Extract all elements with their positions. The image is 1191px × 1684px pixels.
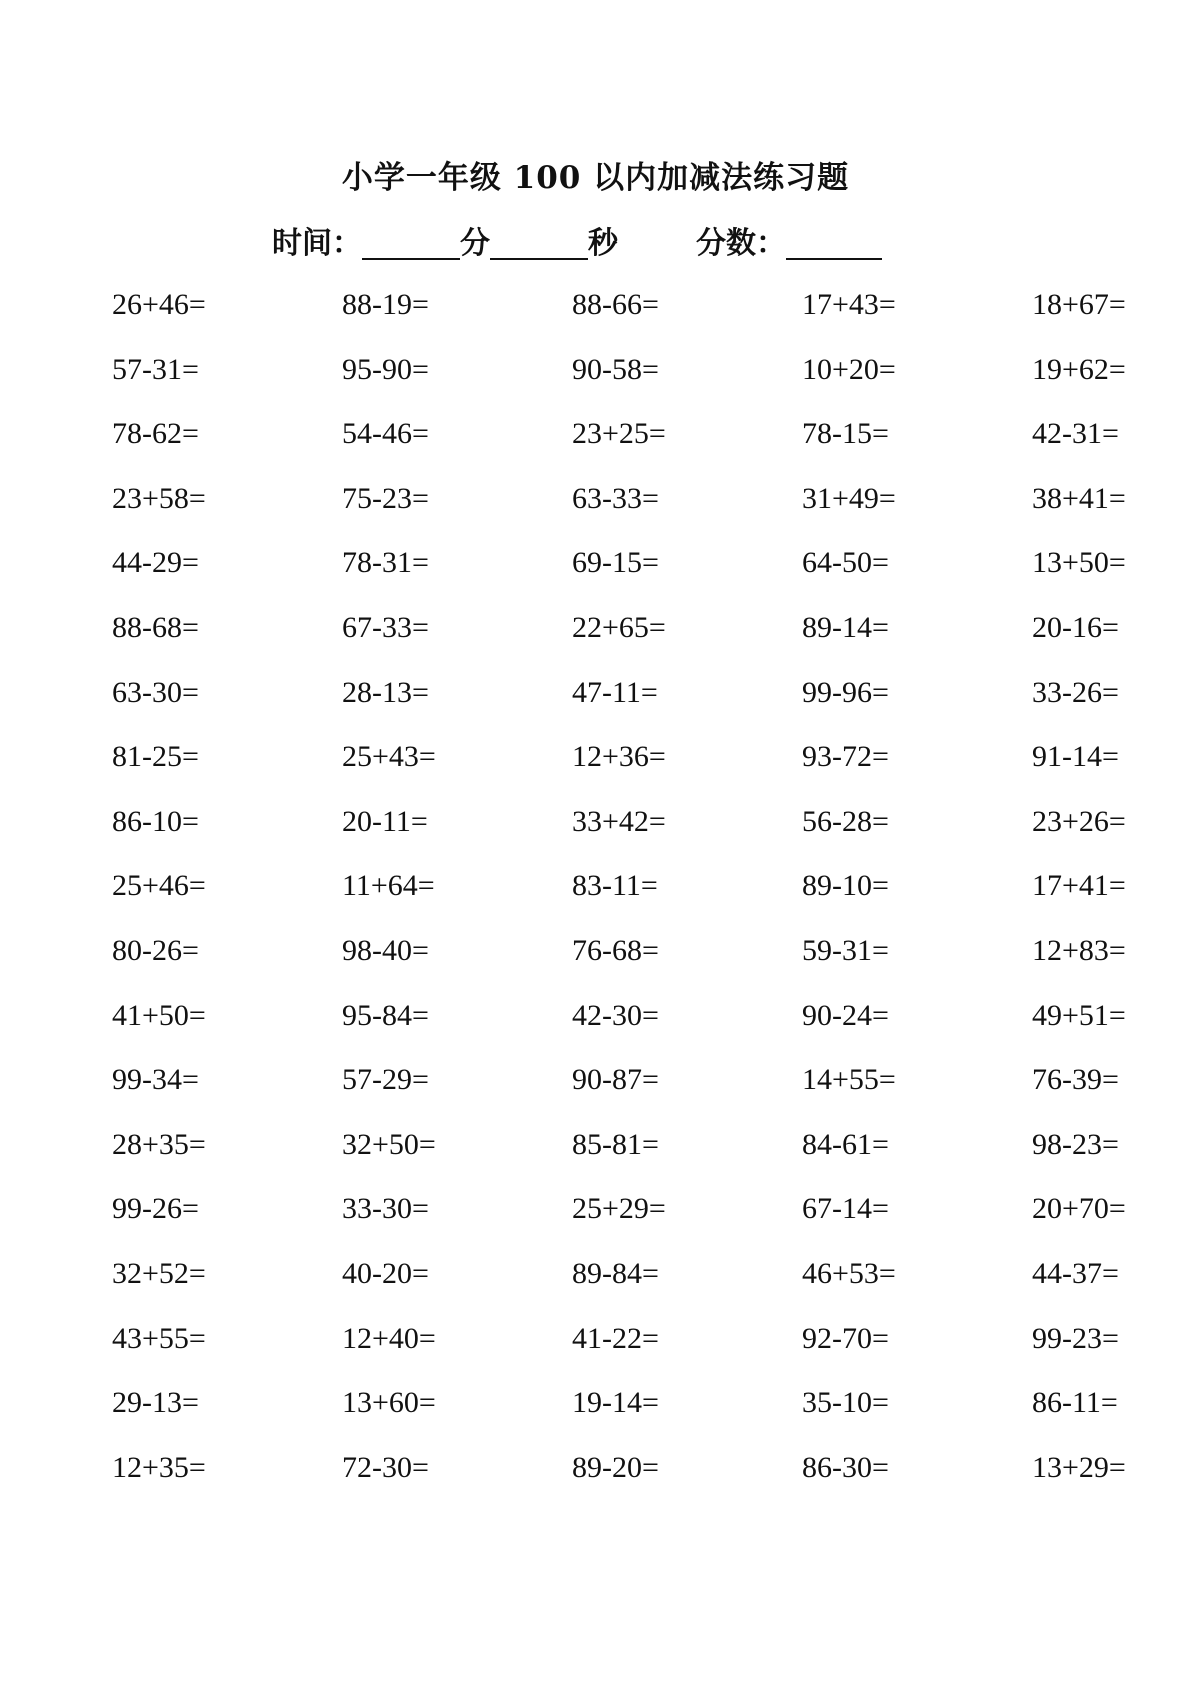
problem-item: 46+53= — [802, 1256, 896, 1290]
problem-item: 35-10= — [802, 1386, 889, 1420]
problem-item: 33-26= — [1032, 675, 1119, 709]
problem-item: 42-31= — [1032, 417, 1119, 451]
problem-item: 95-84= — [342, 998, 429, 1032]
problem-item: 29-13= — [112, 1386, 199, 1420]
problem-item: 25+29= — [572, 1192, 666, 1226]
problem-item: 99-96= — [802, 675, 889, 709]
minute-label: 分 — [460, 226, 490, 261]
problem-item: 86-30= — [802, 1450, 889, 1484]
problem-item: 40-20= — [342, 1256, 429, 1290]
worksheet-title: 小学一年级 100 以内加减法练习题 — [341, 160, 850, 196]
problem-item: 13+60= — [342, 1386, 436, 1420]
problem-item: 88-68= — [112, 610, 199, 644]
problem-item: 89-20= — [572, 1450, 659, 1484]
problem-item: 88-19= — [342, 288, 429, 321]
problem-item: 43+55= — [112, 1321, 206, 1355]
problem-item: 88-66= — [572, 288, 659, 321]
problem-item: 23+26= — [1032, 804, 1126, 838]
problem-item: 90-58= — [572, 352, 659, 386]
second-blank[interactable] — [490, 224, 588, 260]
problem-item: 76-68= — [572, 933, 659, 967]
problem-item: 10+20= — [802, 352, 896, 386]
score-blank[interactable] — [786, 224, 882, 260]
problem-item: 63-33= — [572, 481, 659, 515]
problem-item: 20-16= — [1032, 610, 1119, 644]
problem-item: 18+67= — [1032, 288, 1126, 321]
problem-item: 28-13= — [342, 675, 429, 709]
problem-item: 11+64= — [342, 869, 435, 903]
problem-item: 99-34= — [112, 1063, 199, 1097]
problem-item: 19+62= — [1032, 352, 1126, 386]
problem-item: 89-84= — [572, 1256, 659, 1290]
problem-item: 13+50= — [1032, 546, 1126, 580]
problem-item: 63-30= — [112, 675, 199, 709]
problem-item: 95-90= — [342, 352, 429, 386]
problem-item: 67-33= — [342, 610, 429, 644]
problem-item: 14+55= — [802, 1063, 896, 1097]
problem-item: 64-50= — [802, 546, 889, 580]
problem-item: 90-24= — [802, 998, 889, 1032]
problem-item: 93-72= — [802, 740, 889, 774]
problem-item: 12+83= — [1032, 933, 1126, 967]
problem-item: 75-23= — [342, 481, 429, 515]
problem-item: 83-11= — [572, 869, 658, 903]
problem-item: 20+70= — [1032, 1192, 1126, 1226]
problem-item: 89-10= — [802, 869, 889, 903]
problem-item: 90-87= — [572, 1063, 659, 1097]
problem-item: 22+65= — [572, 610, 666, 644]
problem-item: 57-31= — [112, 352, 199, 386]
problem-item: 72-30= — [342, 1450, 429, 1484]
problem-item: 56-28= — [802, 804, 889, 838]
problem-item: 44-37= — [1032, 1256, 1119, 1290]
problem-item: 25+46= — [112, 869, 206, 903]
problem-item: 78-62= — [112, 417, 199, 451]
problem-item: 42-30= — [572, 998, 659, 1032]
problem-item: 23+58= — [112, 481, 206, 515]
problem-grid — [112, 285, 1191, 1512]
problem-item: 33+42= — [572, 804, 666, 838]
problem-item: 13+29= — [1032, 1450, 1126, 1484]
problem-item: 59-31= — [802, 933, 889, 967]
problem-item: 20-11= — [342, 804, 428, 838]
problem-item: 84-61= — [802, 1127, 889, 1161]
problem-item: 32+50= — [342, 1127, 436, 1161]
problem-item: 44-29= — [112, 546, 199, 580]
problem-item: 76-39= — [1032, 1063, 1119, 1097]
time-label: 时间： — [272, 226, 362, 261]
problem-item: 67-14= — [802, 1192, 889, 1226]
problem-item: 81-25= — [112, 740, 199, 774]
problem-item: 23+25= — [572, 417, 666, 451]
problem-item: 69-15= — [572, 546, 659, 580]
problem-item: 92-70= — [802, 1321, 889, 1355]
problem-item: 98-23= — [1032, 1127, 1119, 1161]
problem-item: 33-30= — [342, 1192, 429, 1226]
problem-item: 17+43= — [802, 288, 896, 321]
problem-item: 98-40= — [342, 933, 429, 967]
problem-item: 86-10= — [112, 804, 199, 838]
problem-item: 86-11= — [1032, 1386, 1118, 1420]
problem-item: 17+41= — [1032, 869, 1126, 903]
problem-item: 49+51= — [1032, 998, 1126, 1032]
problem-item: 89-14= — [802, 610, 889, 644]
problem-item: 99-26= — [112, 1192, 199, 1226]
problem-item: 32+52= — [112, 1256, 206, 1290]
problem-item: 85-81= — [572, 1127, 659, 1161]
problem-item: 80-26= — [112, 933, 199, 967]
second-label: 秒 — [588, 226, 618, 261]
problem-item: 78-15= — [802, 417, 889, 451]
problem-item: 57-29= — [342, 1063, 429, 1097]
score-label: 分数： — [696, 226, 786, 261]
problem-item: 78-31= — [342, 546, 429, 580]
problem-item: 41-22= — [572, 1321, 659, 1355]
problem-item: 41+50= — [112, 998, 206, 1032]
minute-blank[interactable] — [362, 224, 460, 260]
problem-item: 19-14= — [572, 1386, 659, 1420]
problem-item: 12+40= — [342, 1321, 436, 1355]
problem-item: 12+36= — [572, 740, 666, 774]
problem-item: 38+41= — [1032, 481, 1126, 515]
problem-item: 47-11= — [572, 675, 658, 709]
problem-item: 26+46= — [112, 288, 206, 321]
problem-item: 91-14= — [1032, 740, 1119, 774]
header-line — [272, 222, 882, 266]
problem-item: 25+43= — [342, 740, 436, 774]
problem-item: 12+35= — [112, 1450, 206, 1484]
problem-item: 54-46= — [342, 417, 429, 451]
problem-item: 31+49= — [802, 481, 896, 515]
problem-item: 99-23= — [1032, 1321, 1119, 1355]
problem-item: 28+35= — [112, 1127, 206, 1161]
